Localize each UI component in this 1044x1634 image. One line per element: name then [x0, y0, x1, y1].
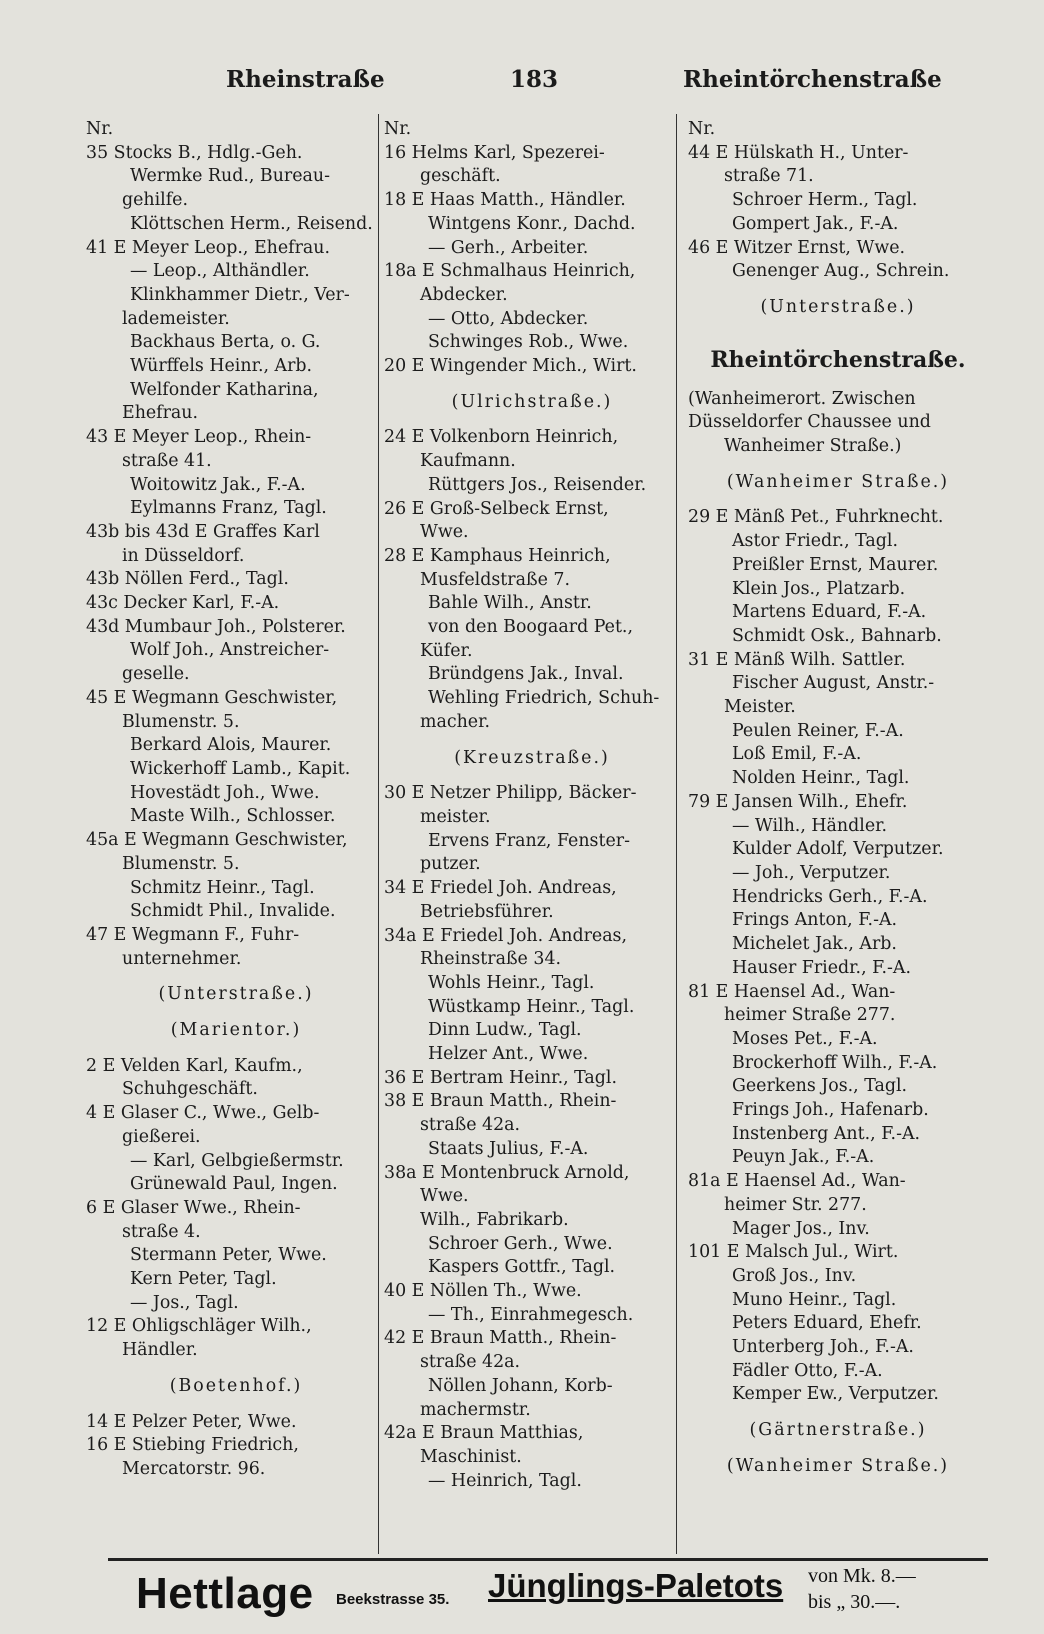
spacer — [384, 379, 680, 391]
directory-entry: Hovestädt Joh., Wwe. — [130, 782, 320, 803]
directory-entry: — Th., Einrahmegesch. — [428, 1304, 634, 1325]
directory-entry: 29 E Mänß Pet., Fuhrknecht. — [688, 507, 944, 528]
entry-continuation: unternehmer. — [122, 948, 242, 969]
page-number: 183 — [510, 66, 559, 93]
directory-entry: Brockerhoff Wilh., F.-A. — [732, 1052, 938, 1073]
spacer — [688, 284, 988, 296]
directory-entry: Kemper Ew., Verputzer. — [732, 1384, 939, 1405]
entry-continuation: Mercatorstr. 96. — [122, 1458, 266, 1479]
entry-continuation: Wilh., Fabrikarb. — [420, 1209, 569, 1230]
directory-entry: Schmidt Phil., Invalide. — [130, 901, 336, 922]
entry-continuation: straße 42a. — [420, 1352, 521, 1373]
directory-entry: Grünewald Paul, Ingen. — [130, 1174, 338, 1195]
advertisement-rule — [108, 1558, 988, 1561]
directory-entry: 24 E Volkenborn Heinrich, — [384, 427, 619, 448]
directory-entry: Schmidt Osk., Bahnarb. — [732, 625, 942, 646]
directory-entry: 34a E Friedel Joh. Andreas, — [384, 925, 628, 946]
directory-entry: — Gerh., Arbeiter. — [428, 237, 589, 258]
directory-entry: Wermke Rud., Bureau- — [130, 166, 330, 187]
cross-street-marker: (Kreuzstraße.) — [454, 747, 610, 768]
directory-entry: Mager Jos., Inv. — [732, 1218, 870, 1239]
directory-entry: Geerkens Jos., Tagl. — [732, 1076, 908, 1097]
directory-entry: Klöttschen Herm., Reisend. — [130, 213, 373, 234]
entry-continuation: heimer Str. 277. — [724, 1194, 867, 1215]
ad-product: Jünglings-Paletots — [488, 1567, 784, 1604]
directory-entry: Nöllen Johann, Korb- — [428, 1375, 613, 1396]
directory-entry: Peters Eduard, Ehefr. — [732, 1313, 922, 1334]
entry-continuation: Blumenstr. 5. — [122, 711, 240, 732]
directory-entry: 43d Mumbaur Joh., Polsterer. — [86, 616, 346, 637]
directory-entry: 36 E Bertram Heinr., Tagl. — [384, 1067, 617, 1088]
cross-street-marker: (Wanheimer Straße.) — [726, 1455, 950, 1476]
street-title: Rheintörchenstraße. — [710, 346, 966, 373]
column-3 — [688, 118, 988, 1479]
entry-continuation: Blumenstr. 5. — [122, 853, 240, 874]
directory-entry: Nr. — [688, 119, 716, 139]
entry-continuation: Wwe. — [420, 522, 469, 543]
directory-entry: Backhaus Berta, o. G. — [130, 332, 321, 353]
directory-entry: Instenberg Ant., F.-A. — [732, 1123, 921, 1144]
directory-entry: Frings Joh., Hafenarb. — [732, 1100, 929, 1121]
entry-continuation: gießerei. — [122, 1126, 201, 1147]
directory-entry: Kern Peter, Tagl. — [130, 1269, 277, 1290]
spacer — [688, 1443, 988, 1455]
directory-entry: Wickerhoff Lamb., Kapit. — [130, 758, 351, 779]
directory-entry: 101 E Malsch Jul., Wirt. — [688, 1242, 899, 1263]
directory-entry: Michelet Jak., Arb. — [732, 934, 897, 955]
entry-continuation: lademeister. — [122, 308, 230, 329]
directory-entry: — Jos., Tagl. — [130, 1292, 239, 1313]
directory-entry: 43 E Meyer Leop., Rhein- — [86, 427, 312, 448]
directory-entry: 18 E Haas Matth., Händler. — [384, 190, 626, 211]
directory-entry: Groß Jos., Inv. — [732, 1265, 857, 1286]
cross-street-marker: (Gärtnerstraße.) — [749, 1420, 927, 1441]
directory-entry: 16 E Stiebing Friedrich, — [86, 1435, 299, 1456]
directory-entry: Helzer Ant., Wwe. — [428, 1044, 589, 1065]
directory-entry: Dinn Ludw., Tagl. — [428, 1020, 582, 1041]
directory-entry: 40 E Nöllen Th., Wwe. — [384, 1281, 582, 1302]
entry-continuation: gehilfe. — [122, 190, 189, 211]
directory-entry: Loß Emil, F.-A. — [732, 744, 862, 765]
directory-entry: Wohls Heinr., Tagl. — [428, 972, 595, 993]
entry-continuation: macher. — [420, 711, 491, 732]
ad-address: Beekstrasse 35. — [336, 1591, 450, 1608]
entry-continuation: Betriebsführer. — [420, 901, 554, 922]
directory-entry: Genenger Aug., Schrein. — [732, 261, 950, 282]
directory-entry: — Karl, Gelbgießermstr. — [130, 1150, 344, 1171]
cross-street-marker: (Boetenhof.) — [169, 1375, 303, 1396]
directory-entry: Preißler Ernst, Maurer. — [732, 554, 939, 575]
cross-street-marker: (Ulrichstraße.) — [451, 391, 613, 412]
spacer — [384, 770, 680, 782]
directory-entry: Stermann Peter, Wwe. — [130, 1245, 327, 1266]
directory-entry: Bahle Wilh., Anstr. — [428, 593, 592, 614]
directory-entry: 28 E Kamphaus Heinrich, — [384, 545, 611, 566]
spacer — [86, 1007, 386, 1019]
directory-entry: Maste Wilh., Schlosser. — [130, 806, 336, 827]
directory-entry: Frings Anton, F.-A. — [732, 910, 898, 931]
directory-entry: Hauser Friedr., F.-A. — [732, 957, 911, 978]
directory-entry: Nolden Heinr., Tagl. — [732, 768, 910, 789]
directory-entry: 18a E Schmalhaus Heinrich, — [384, 261, 636, 282]
directory-entry: Peulen Reiner, F.-A. — [732, 720, 904, 741]
directory-entry: 45a E Wegmann Geschwister, — [86, 830, 348, 851]
directory-entry: 6 E Glaser Wwe., Rhein- — [86, 1197, 301, 1218]
spacer — [688, 376, 988, 388]
spacer — [86, 971, 386, 983]
directory-entry: 2 E Velden Karl, Kaufm., — [86, 1055, 303, 1076]
directory-entry: — Joh., Verputzer. — [732, 862, 891, 883]
directory-entry: Staats Julius, F.-A. — [428, 1138, 589, 1159]
entry-continuation: Küfer. — [420, 640, 473, 661]
directory-entry: Schwinges Rob., Wwe. — [428, 332, 629, 353]
directory-entry: Welfonder Katharina, — [130, 379, 319, 400]
entry-continuation: geselle. — [122, 664, 190, 685]
directory-entry: 47 E Wegmann F., Fuhr- — [86, 924, 300, 945]
entry-continuation: Rheinstraße 34. — [420, 949, 562, 970]
entry-continuation: Meister. — [724, 697, 796, 718]
directory-entry: Klinkhammer Dietr., Ver- — [130, 284, 350, 305]
directory-entry: 38 E Braun Matth., Rhein- — [384, 1091, 617, 1112]
entry-continuation: heimer Straße 277. — [724, 1005, 896, 1026]
directory-entry: 38a E Montenbruck Arnold, — [384, 1162, 630, 1183]
directory-entry: Fischer August, Anstr.- — [732, 673, 935, 694]
directory-entry: 81 E Haensel Ad., Wan- — [688, 981, 896, 1002]
directory-entry: Woitowitz Jak., F.-A. — [130, 474, 306, 495]
directory-entry: von den Boogaard Pet., — [428, 617, 633, 638]
directory-entry: Kaspers Gottfr., Tagl. — [428, 1257, 616, 1278]
entry-continuation: Abdecker. — [420, 284, 508, 305]
entry-continuation: putzer. — [420, 854, 481, 875]
directory-entry: 30 E Netzer Philipp, Bäcker- — [384, 783, 637, 804]
directory-entry: Fädler Otto, F.-A. — [732, 1360, 883, 1381]
directory-entry: Wolf Joh., Anstreicher- — [130, 640, 330, 661]
directory-entry: — Heinrich, Tagl. — [428, 1470, 582, 1491]
spacer — [384, 414, 680, 426]
entry-continuation: straße 41. — [122, 450, 212, 471]
entry-continuation: meister. — [420, 806, 491, 827]
entry-continuation: Musfeldstraße 7. — [420, 569, 570, 590]
directory-entry: 41 E Meyer Leop., Ehefrau. — [86, 237, 330, 258]
entry-continuation: Wanheimer Straße.) — [724, 436, 902, 457]
ad-price-to: bis „ 30.—. — [808, 1591, 901, 1613]
directory-entry: Eylmanns Franz, Tagl. — [130, 498, 327, 519]
directory-entry: Gompert Jak., F.-A. — [732, 213, 899, 234]
directory-entry: 34 E Friedel Joh. Andreas, — [384, 878, 617, 899]
directory-entry: Astor Friedr., Tagl. — [732, 531, 898, 552]
directory-entry: Nr. — [384, 119, 412, 139]
directory-entry: Düsseldorfer Chaussee und — [688, 412, 931, 433]
directory-entry: 44 E Hülskath H., Unter- — [688, 142, 909, 163]
directory-entry: Nr. — [86, 119, 114, 139]
directory-entry: Rüttgers Jos., Reisender. — [428, 474, 647, 495]
entry-continuation: straße 71. — [724, 166, 814, 187]
directory-entry: (Wanheimerort. Zwischen — [688, 388, 916, 409]
directory-entry: Berkard Alois, Maurer. — [130, 735, 332, 756]
entry-continuation: Wwe. — [420, 1186, 469, 1207]
spacer — [86, 1363, 386, 1375]
directory-entry: — Leop., Althändler. — [130, 261, 310, 282]
directory-entry: Moses Pet., F.-A. — [732, 1028, 878, 1049]
ad-brand: Hettlage — [136, 1569, 314, 1618]
entry-continuation: Händler. — [122, 1340, 198, 1361]
cross-street-marker: (Unterstraße.) — [158, 984, 314, 1005]
spacer — [688, 320, 988, 344]
advertisement-banner — [136, 1563, 996, 1623]
directory-entry: 16 Helms Karl, Spezerei- — [384, 142, 605, 163]
cross-street-marker: (Wanheimer Straße.) — [726, 471, 950, 492]
directory-entry: 42a E Braun Matthias, — [384, 1423, 584, 1444]
entry-continuation: straße 42a. — [420, 1115, 521, 1136]
directory-entry: 42 E Braun Matth., Rhein- — [384, 1328, 617, 1349]
cross-street-marker: (Marientor.) — [170, 1020, 302, 1041]
entry-continuation: Ehefrau. — [122, 403, 199, 424]
directory-entry: 14 E Pelzer Peter, Wwe. — [86, 1411, 297, 1432]
directory-entry: Würffels Heinr., Arb. — [130, 356, 313, 377]
spacer — [86, 1399, 386, 1411]
entry-continuation: in Düsseldorf. — [122, 545, 245, 566]
directory-entry: 35 Stocks B., Hdlg.-Geh. — [86, 142, 303, 163]
directory-entry: Wintgens Konr., Dachd. — [428, 213, 636, 234]
directory-entry: 12 E Ohligschläger Wilh., — [86, 1316, 312, 1337]
directory-entry: 43b bis 43d E Graffes Karl — [86, 521, 320, 542]
directory-entry: Kulder Adolf, Verputzer. — [732, 839, 944, 860]
directory-entry: — Wilh., Händler. — [732, 815, 888, 836]
directory-entry: Hendricks Gerh., F.-A. — [732, 886, 928, 907]
spacer — [688, 494, 988, 506]
directory-entry: 43b Nöllen Ferd., Tagl. — [86, 569, 289, 590]
directory-entry: Schroer Herm., Tagl. — [732, 190, 918, 211]
directory-entry: Klein Jos., Platzarb. — [732, 578, 906, 599]
ad-price-from: von Mk. 8.— — [808, 1565, 916, 1587]
directory-entry: 46 E Witzer Ernst, Wwe. — [688, 237, 906, 258]
spacer — [688, 1407, 988, 1419]
header-right-street: Rheintörchenstraße — [683, 66, 942, 93]
directory-entry: Peuyn Jak., F.-A. — [732, 1147, 875, 1168]
cross-street-marker: (Unterstraße.) — [760, 296, 916, 317]
directory-entry: Muno Heinr., Tagl. — [732, 1289, 897, 1310]
directory-entry: 31 E Mänß Wilh. Sattler. — [688, 649, 906, 670]
entry-continuation: Maschinist. — [420, 1446, 522, 1467]
column-1 — [86, 118, 386, 1482]
entry-continuation: geschäft. — [420, 166, 501, 187]
directory-entry: 4 E Glaser C., Wwe., Gelb- — [86, 1103, 320, 1124]
directory-entry: 43c Decker Karl, F.-A. — [86, 593, 280, 614]
header-left-street: Rheinstraße — [226, 66, 385, 93]
directory-entry: Schroer Gerh., Wwe. — [428, 1233, 613, 1254]
directory-entry: 26 E Groß-Selbeck Ernst, — [384, 498, 609, 519]
directory-entry: 45 E Wegmann Geschwister, — [86, 687, 338, 708]
directory-entry: Wehling Friedrich, Schuh- — [428, 688, 660, 709]
spacer — [384, 735, 680, 747]
directory-entry: 20 E Wingender Mich., Wirt. — [384, 356, 637, 377]
column-2 — [384, 118, 680, 1493]
directory-entry: Schmitz Heinr., Tagl. — [130, 877, 315, 898]
spacer — [86, 1043, 386, 1055]
directory-entry: — Otto, Abdecker. — [428, 308, 589, 329]
directory-entry: Bründgens Jak., Inval. — [428, 664, 624, 685]
entry-continuation: Schuhgeschäft. — [122, 1079, 258, 1100]
directory-entry: Unterberg Joh., F.-A. — [732, 1337, 914, 1358]
entry-continuation: machermstr. — [420, 1399, 531, 1420]
entry-continuation: straße 4. — [122, 1221, 201, 1242]
directory-entry: Wüstkamp Heinr., Tagl. — [428, 996, 635, 1017]
directory-entry: 79 E Jansen Wilh., Ehefr. — [688, 791, 908, 812]
directory-entry: Ervens Franz, Fenster- — [428, 830, 630, 851]
spacer — [688, 459, 988, 471]
directory-entry: Martens Eduard, F.-A. — [732, 602, 927, 623]
entry-continuation: Kaufmann. — [420, 451, 516, 472]
directory-entry: 81a E Haensel Ad., Wan- — [688, 1171, 906, 1192]
